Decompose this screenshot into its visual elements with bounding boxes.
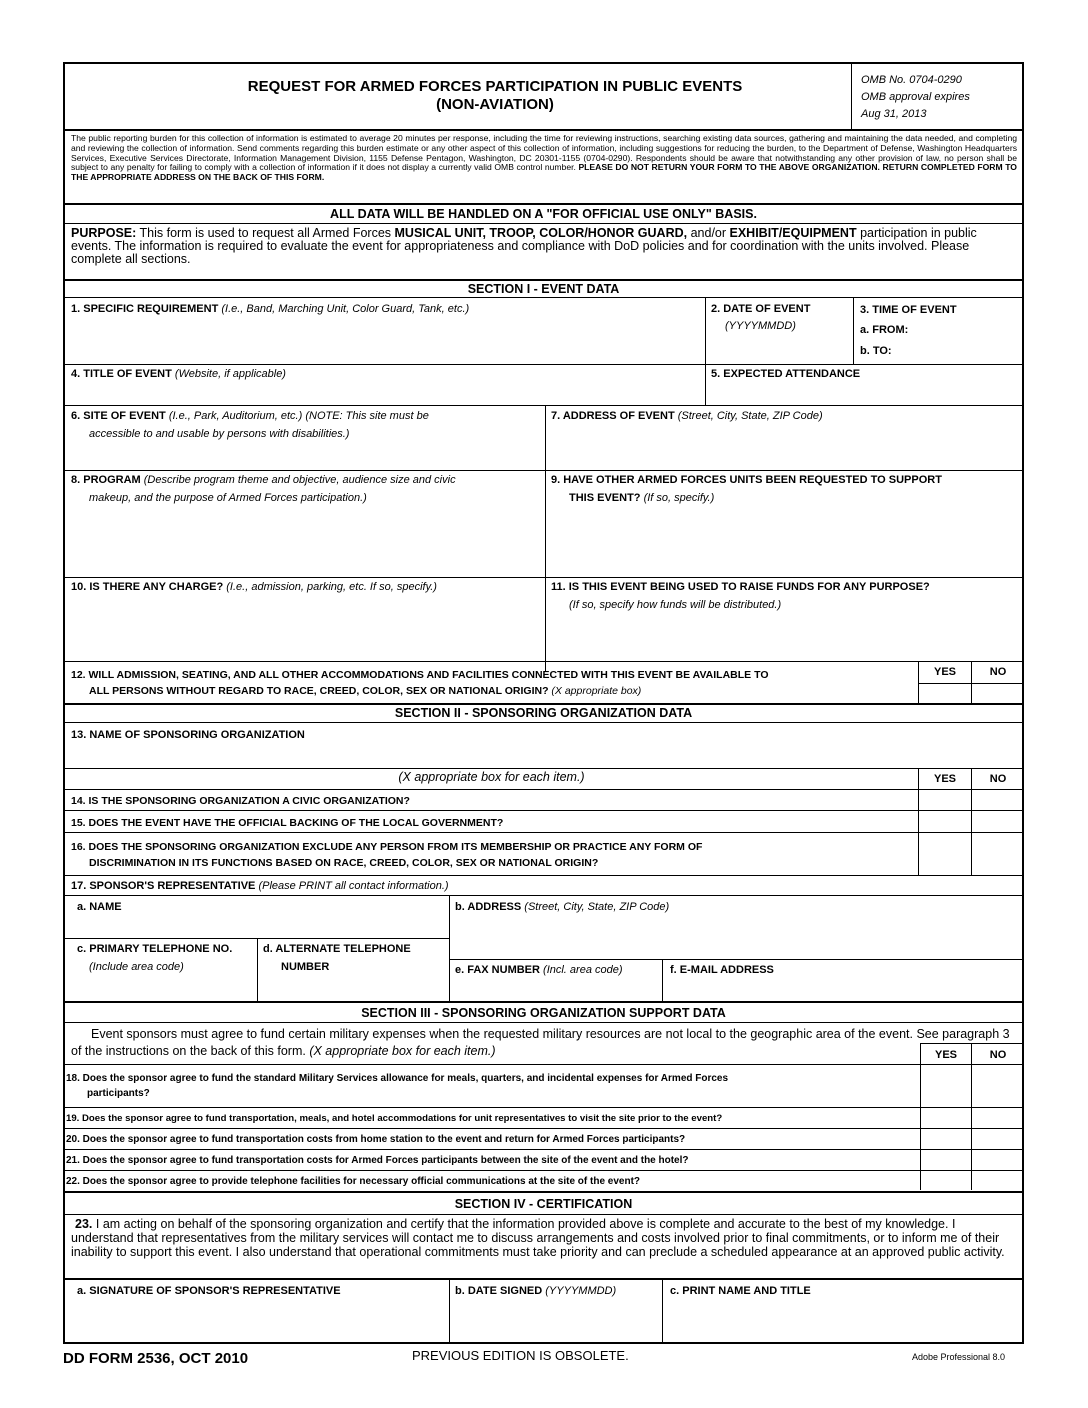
q17c-label: c. PRIMARY TELEPHONE NO. (77, 943, 233, 955)
q19-yes-checkbox[interactable] (921, 1108, 971, 1128)
sig-b-label: b. DATE SIGNED (YYYYMMDD) (455, 1285, 617, 1297)
q22-label: 22. Does the sponsor agree to provide telephone facilities for necessary official communications at the site of the event? (66, 1176, 641, 1187)
q17f-label: f. E-MAIL ADDRESS (670, 964, 774, 976)
q16-yes-checkbox[interactable] (919, 833, 971, 875)
q4-field[interactable] (65, 382, 705, 404)
certification-text: 23. I am acting on behalf of the sponsoring organization and certify that the information provided above is complete and accurate to the best of my knowledge. I understand that representatives from the military services will contact me to discuss arrangements and costs involved prior to final commitments, or to inform me of their inability to support this event. I also understand that operational commitments must take priority and can preclude a scheduled appearance at an approved public activity. (71, 1217, 1005, 1259)
q9-field[interactable] (547, 508, 1020, 576)
software-note: Adobe Professional 8.0 (912, 1352, 1006, 1362)
title-line-1: REQUEST FOR ARMED FORCES PARTICIPATION IN PUBLIC EVENTS (247, 78, 743, 95)
q12-no-header: NO (989, 666, 1007, 678)
q18-label-line2: participants? (87, 1088, 150, 1099)
date-signed-field[interactable] (451, 1300, 661, 1342)
q17c-hint: (Include area code) (89, 961, 184, 973)
q17c-primary-phone-field[interactable] (65, 976, 257, 1001)
q20-yes-checkbox[interactable] (921, 1129, 971, 1149)
q11-label: 11. IS THIS EVENT BEING USED TO RAISE FUNDS FOR ANY PURPOSE? (551, 581, 930, 593)
q16-label-line2: DISCRIMINATION IN ITS FUNCTIONS BASED ON RACE, CREED, COLOR, SEX OR NATIONAL ORIGIN? (89, 857, 599, 869)
q2-label: 2. DATE OF EVENT (711, 303, 811, 315)
q16-label: 16. DOES THE SPONSORING ORGANIZATION EXCLUDE ANY PERSON FROM ITS MEMBERSHIP OR PRACTICE ANY FORM OF (71, 841, 703, 853)
sec3-no-header: NO (989, 1049, 1007, 1061)
obsolete-note: PREVIOUS EDITION IS OBSOLETE. (412, 1348, 629, 1363)
omb-approval: OMB approval expires (861, 91, 970, 103)
q3a-label: a. FROM: (860, 324, 909, 336)
q4-label: 4. TITLE OF EVENT (Website, if applicable) (71, 368, 286, 380)
omb-date: Aug 31, 2013 (861, 108, 927, 120)
q15-yes-checkbox[interactable] (919, 811, 971, 832)
q5-field[interactable] (707, 382, 1020, 404)
q13-label: 13. NAME OF SPONSORING ORGANIZATION (71, 729, 305, 741)
q18-no-checkbox[interactable] (972, 1065, 1022, 1107)
q2-hint: (YYYYMMDD) (725, 320, 796, 332)
q8-label: 8. PROGRAM (Describe program theme and objective, audience size and civic (71, 474, 456, 486)
sig-a-label: a. SIGNATURE OF SPONSOR'S REPRESENTATIVE (77, 1285, 341, 1297)
q17e-label: e. FAX NUMBER (Incl. area code) (455, 964, 623, 976)
q8-field[interactable] (65, 508, 545, 576)
burden-statement: The public reporting burden for this collection of information is estimated to average 20 minutes per response, including the time for reviewing instructions, searching existing data sources, gathering and maintaining the data needed, and completing and reviewing the collection of information. Send comments regarding this burden estimate or any other aspect of this collection of information, including suggestions for reducing the burden, to the Department of Defense, Washington Headquarters Services, Executive Services Directorate, Information Management Division, 1155 Defense Pentagon, Washington, DC 20301-1155 (0704-0290). Respondents should be aware that notwithstanding any other provision of law, no person shall be subject to any penalty for failing to comply with a collection of information if it does not display a currently valid OMB control number. PLEASE DO NOT RETURN YOUR FORM TO THE ABOVE ORGANIZATION. RETURN COMPLETED FORM TO THE APPROPRIATE ADDRESS ON THE BACK OF THIS FORM. (71, 133, 1017, 183)
section-3-title: SECTION III - SPONSORING ORGANIZATION SUPPORT DATA (361, 1006, 726, 1020)
x-appropriate-hint: (X appropriate box for each item.) (398, 770, 585, 784)
section-1-title: SECTION I - EVENT DATA (467, 282, 620, 296)
q17d-label: d. ALTERNATE TELEPHONE (263, 943, 411, 955)
q7-field[interactable] (547, 426, 1020, 469)
form-id: DD FORM 2536, OCT 2010 (63, 1350, 249, 1367)
q8-hint: makeup, and the purpose of Armed Forces participation.) (89, 492, 367, 504)
q11-field[interactable] (547, 615, 1020, 659)
form-title (145, 78, 845, 114)
q10-field[interactable] (65, 597, 545, 659)
q3a-time-from-field[interactable] (925, 322, 1020, 340)
q17d-label-line2: NUMBER (281, 961, 330, 973)
q1-label: 1. SPECIFIC REQUIREMENT (I.e., Band, Marching Unit, Color Guard, Tank, etc.) (71, 303, 470, 315)
q19-no-checkbox[interactable] (972, 1108, 1022, 1128)
q9-label-line2: THIS EVENT? (If so, specify.) (569, 492, 715, 504)
q12-label: 12. WILL ADMISSION, SEATING, AND ALL OTHER ACCOMMODATIONS AND FACILITIES CONNECTED WITH THIS EVENT BE AVAILABLE TO (71, 669, 769, 681)
q12-yes-checkbox[interactable] (919, 684, 971, 703)
omb-number: OMB No. 0704-0290 (861, 74, 962, 86)
fouo-banner: ALL DATA WILL BE HANDLED ON A "FOR OFFICIAL USE ONLY" BASIS. (330, 207, 757, 221)
q17d-alt-phone-field[interactable] (258, 976, 449, 1001)
q15-no-checkbox[interactable] (972, 811, 1022, 832)
q1-field[interactable] (65, 318, 705, 362)
q12-no-checkbox[interactable] (972, 684, 1022, 703)
burden-return-note: PLEASE DO NOT RETURN YOUR FORM TO THE ABOVE ORGANIZATION. RETURN COMPLETED FORM TO THE APPROPRIATE ADDRESS ON THE BACK OF THIS FORM. (71, 162, 1017, 183)
sig-c-label: c. PRINT NAME AND TITLE (670, 1285, 811, 1297)
title-line-2: (NON-AVIATION) (436, 96, 554, 113)
q6-hint: accessible to and usable by persons with disabilities.) (89, 428, 350, 440)
section-3-intro: Event sponsors must agree to fund certain military expenses when the requested military resources are not local to the geographic area of the event. See paragraph 3 of the instructions on the back of this form. (X appropriate box for each item.) (71, 1027, 1010, 1058)
section-2-title: SECTION II - SPONSORING ORGANIZATION DATA (394, 706, 693, 720)
purpose-text: PURPOSE: This form is used to request all Armed Forces MUSICAL UNIT, TROOP, COLOR/HONOR GUARD, and/or EXHIBIT/EQUIPMENT participation in public events. The information is required to evaluate the event for appropriateness and compliance with DoD policies and for coordination with the units involved. Please complete all sections. (71, 226, 977, 266)
q3b-label: b. TO: (860, 345, 892, 357)
q3b-time-to-field[interactable] (905, 343, 1020, 361)
section-4-title: SECTION IV - CERTIFICATION (454, 1197, 633, 1211)
q19-label: 19. Does the sponsor agree to fund transportation, meals, and hotel accommodations for unit representatives to visit the site prior to the event? (66, 1113, 723, 1124)
q14-label: 14. IS THE SPONSORING ORGANIZATION A CIVIC ORGANIZATION? (71, 795, 410, 807)
q20-no-checkbox[interactable] (972, 1129, 1022, 1149)
q15-label: 15. DOES THE EVENT HAVE THE OFFICIAL BACKING OF THE LOCAL GOVERNMENT? (71, 817, 504, 829)
q14-yes-checkbox[interactable] (919, 790, 971, 810)
sec3-yes-header: YES (934, 1049, 957, 1061)
q17b-address-field[interactable] (451, 916, 1020, 958)
q16-no-checkbox[interactable] (972, 833, 1022, 875)
omb-info (861, 72, 970, 123)
q22-no-checkbox[interactable] (972, 1171, 1022, 1191)
q12-yes-header: YES (933, 666, 956, 678)
q17-label: 17. SPONSOR'S REPRESENTATIVE (Please PRINT all contact information.) (71, 880, 449, 892)
q6-label: 6. SITE OF EVENT (I.e., Park, Auditorium, etc.) (NOTE: This site must be (71, 410, 429, 422)
q17e-fax-field[interactable] (451, 978, 661, 1001)
q12-label-line2: ALL PERSONS WITHOUT REGARD TO RACE, CREED, COLOR, SEX OR NATIONAL ORIGIN? (X appropriate box) (89, 685, 642, 697)
q17b-label: b. ADDRESS (Street, City, State, ZIP Code) (455, 901, 670, 913)
q17f-email-field[interactable] (664, 978, 1020, 1001)
q9-label: 9. HAVE OTHER ARMED FORCES UNITS BEEN REQUESTED TO SUPPORT (551, 474, 942, 486)
sec2-yes-header: YES (933, 773, 956, 785)
q13-field[interactable] (65, 744, 1022, 767)
signature-field[interactable] (65, 1300, 449, 1342)
q21-no-checkbox[interactable] (972, 1150, 1022, 1170)
q18-label: 18. Does the sponsor agree to fund the standard Military Services allowance for meals, quarters, and incidental expenses for Armed Forces (66, 1073, 729, 1084)
q2-date-field[interactable] (707, 336, 853, 362)
print-name-title-field[interactable] (664, 1300, 1020, 1342)
q17a-label: a. NAME (77, 901, 122, 913)
q21-yes-checkbox[interactable] (921, 1150, 971, 1170)
q7-label: 7. ADDRESS OF EVENT (Street, City, State, ZIP Code) (551, 410, 823, 422)
q22-yes-checkbox[interactable] (921, 1171, 971, 1191)
q18-yes-checkbox[interactable] (921, 1065, 971, 1107)
q14-no-checkbox[interactable] (972, 790, 1022, 810)
q20-label: 20. Does the sponsor agree to fund transportation costs from home station to the event and return for Armed Forces participants? (66, 1134, 686, 1145)
q5-label: 5. EXPECTED ATTENDANCE (711, 368, 861, 380)
q17a-name-field[interactable] (65, 916, 449, 938)
q3-label: 3. TIME OF EVENT (860, 304, 957, 316)
dd-form-2536 (63, 62, 1024, 1344)
q11-hint: (If so, specify how funds will be distributed.) (569, 599, 782, 611)
q6-field[interactable] (65, 444, 545, 469)
q10-label: 10. IS THERE ANY CHARGE? (I.e., admission, parking, etc. If so, specify.) (71, 581, 437, 593)
q21-label: 21. Does the sponsor agree to fund transportation costs for Armed Forces participants between the site of the event and the hotel? (66, 1155, 689, 1166)
sec2-no-header: NO (989, 773, 1007, 785)
